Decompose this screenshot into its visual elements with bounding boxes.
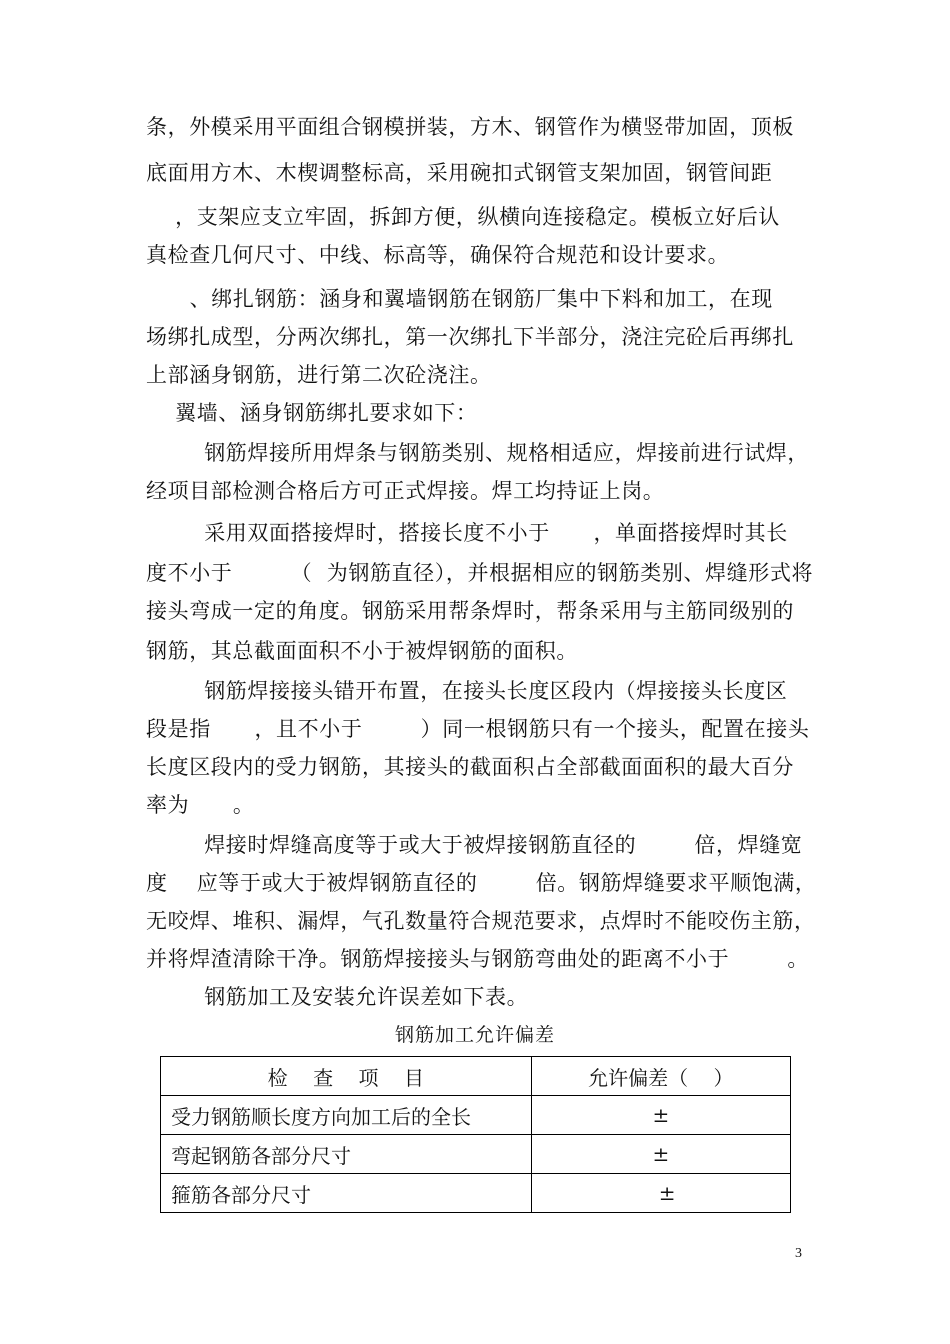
body-line: 场绑扎成型，分两次绑扎，第一次绑扎下半部分，浇注完砼后再绑扎 bbox=[146, 325, 794, 349]
body-line: 钢筋，其总截面面积不小于被焊钢筋的面积。 bbox=[146, 639, 578, 663]
body-line: 条，外模采用平面组合钢模拼装，方木、钢管作为横竖带加固，顶板 bbox=[146, 115, 794, 139]
body-line: 翼墙、涵身钢筋绑扎要求如下： bbox=[146, 401, 478, 425]
tolerance-table bbox=[160, 1056, 791, 1213]
body-line: 钢筋焊接所用焊条与钢筋类别、规格相适应，焊接前进行试焊， bbox=[146, 441, 809, 465]
page-number: 3 bbox=[795, 1246, 802, 1261]
table-cell-item: 受力钢筋顺长度方向加工后的全长 bbox=[161, 1096, 532, 1135]
body-line: 底面用方木、木楔调整标高，采用碗扣式钢管支架加固，钢管间距 bbox=[146, 161, 773, 185]
body-line: ，支架应支立牢固，拆卸方便，纵横向连接稳定。模板立好后认 bbox=[146, 205, 780, 229]
body-line: 段是指 ，且不小于 ）同一根钢筋只有一个接头，配置在接头 bbox=[146, 717, 810, 741]
body-line: 采用双面搭接焊时，搭接长度不小于 ，单面搭接焊时其长 bbox=[146, 521, 788, 545]
body-line: 无咬焊、堆积、漏焊，气孔数量符合规范要求，点焊时不能咬伤主筋， bbox=[146, 909, 816, 933]
body-line: 、绑扎钢筋：涵身和翼墙钢筋在钢筋厂集中下料和加工，在现 bbox=[146, 287, 773, 311]
table-cell-tolerance: ± bbox=[531, 1135, 790, 1174]
body-line: 并将焊渣清除干净。钢筋焊接接头与钢筋弯曲处的距离不小于 。 bbox=[146, 947, 809, 971]
header-cell-tolerance: 允许偏差（ ） bbox=[531, 1057, 790, 1096]
table-cell-item: 箍筋各部分尺寸 bbox=[161, 1174, 532, 1213]
table-row bbox=[161, 1135, 791, 1174]
table-caption: 钢筋加工允许偏差 bbox=[394, 1024, 555, 1046]
table-cell-tolerance: ± bbox=[531, 1174, 790, 1213]
body-line: 经项目部检测合格后方可正式焊接。焊工均持证上岗。 bbox=[146, 479, 665, 503]
header-cell-item: 检 查 项 目 bbox=[161, 1057, 532, 1096]
body-line: 焊接时焊缝高度等于或大于被焊接钢筋直径的 倍，焊缝宽 bbox=[146, 833, 803, 857]
table-row bbox=[161, 1096, 791, 1135]
table-header-row bbox=[161, 1057, 791, 1096]
body-line: 接头弯成一定的角度。钢筋采用帮条焊时，帮条采用与主筋同级别的 bbox=[146, 599, 794, 623]
body-line: 度不小于 （ 为钢筋直径），并根据相应的钢筋类别、焊缝形式将 bbox=[146, 561, 814, 585]
table-cell-item: 弯起钢筋各部分尺寸 bbox=[161, 1135, 532, 1174]
body-line: 率为 。 bbox=[146, 793, 255, 817]
body-line: 长度区段内的受力钢筋，其接头的截面积占全部截面面积的最大百分 bbox=[146, 755, 794, 779]
body-line: 上部涵身钢筋，进行第二次砼浇注。 bbox=[146, 363, 492, 387]
table-cell-tolerance: ± bbox=[531, 1096, 790, 1135]
body-line: 钢筋焊接接头错开布置，在接头长度区段内（焊接接头长度区 bbox=[146, 679, 788, 703]
table-row bbox=[161, 1174, 791, 1213]
body-line: 钢筋加工及安装允许误差如下表。 bbox=[146, 985, 529, 1009]
body-line: 度 应等于或大于被焊钢筋直径的 倍。钢筋焊缝要求平顺饱满， bbox=[146, 871, 817, 895]
body-line: 真检查几何尺寸、中线、标高等，确保符合规范和设计要求。 bbox=[146, 243, 730, 267]
